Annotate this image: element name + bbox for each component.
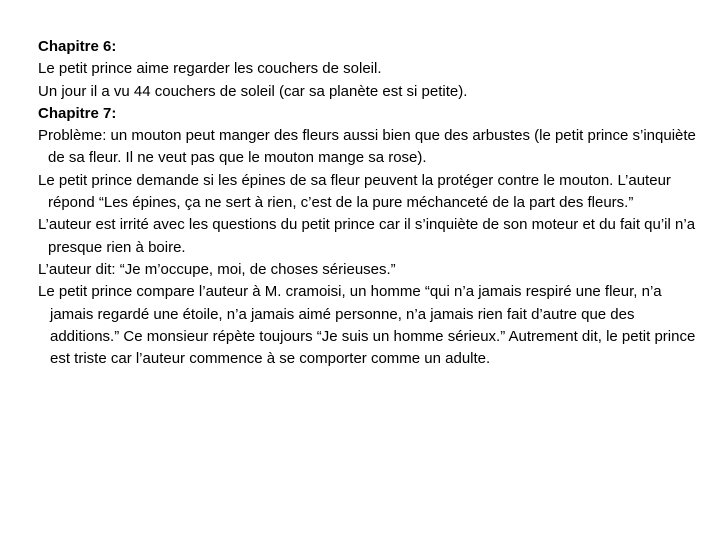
chapter-7-heading: Chapitre 7: [38,104,117,122]
paragraph-thorns: Le petit prince demande si les épines de sa fleur peuvent la protéger contre le mouton. L’auteur répond “Les épines, ça ne sert à rien, c’est de la pure méchanceté de la part des fleurs.” [38,171,671,212]
paragraph-serious-things: L’auteur dit: “Je m’occupe, moi, de choses sérieuses.” [38,260,396,278]
paragraph-sunsets: Le petit prince aime regarder les couchers de soleil. [38,60,382,78]
document-body [38,36,698,370]
paragraph-author-irritated: L’auteur est irrité avec les questions du petit prince car il s’inquiète de son moteur et du fait qu’il n’a presque rien à boire. [38,216,696,256]
chapter-6-heading: Chapitre 6: [38,38,117,55]
paragraph-problem-sheep: Problème: un mouton peut manger des fleurs aussi bien que des arbustes (le petit prince s’inquiète de sa fleur. Il ne veut pas que le mouton mange sa rose). [38,127,696,167]
paragraph-44-sunsets: Un jour il a vu 44 couchers de soleil (car sa planète est si petite). [38,82,468,100]
paragraph-crimson-man: Le petit prince compare l’auteur à M. cramoisi, un homme “qui n’a jamais respiré une fleur, n’a jamais regardé une étoile, n’a jamais aimé personne, n’a jamais rien fait d’autre que des additions.” Ce monsieur répète toujours “Je suis un homme sérieux.” Autrement dit, le petit prince est triste car l’auteur commence à se comporter comme un adulte. [38,283,696,368]
